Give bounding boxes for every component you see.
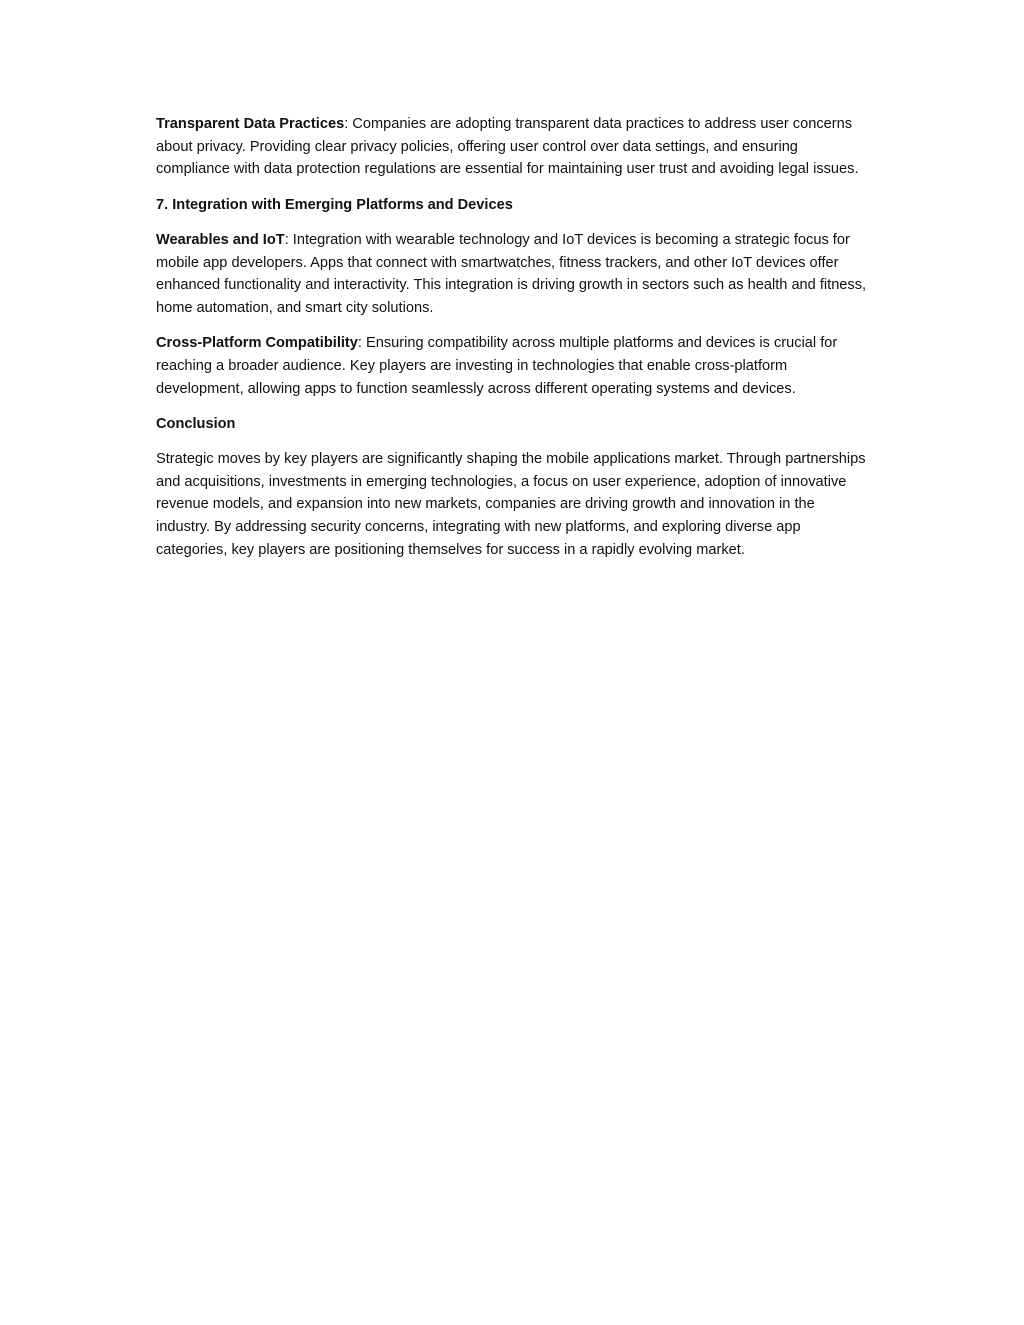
section-heading-conclusion: Conclusion	[156, 415, 236, 432]
paragraph-body: : Companies are adopting transparent data practices to address user concerns about privacy. Providing clear privacy policies, offering user control over data settings, and ensuring compliance with data protection regulations are essential for maintaining user trust and avoiding legal issues.	[156, 116, 859, 178]
paragraph-lead: Transparent Data Practices	[156, 116, 345, 132]
section-heading-integration: 7. Integration with Emerging Platforms and Devices	[156, 196, 513, 213]
paragraph-conclusion	[156, 448, 872, 562]
paragraph-transparent-data-practices	[156, 113, 872, 181]
paragraph-body: Strategic moves by key players are significantly shaping the mobile applications market. Through partnerships and acquisitions, investments in emerging technologies, a focus on user experience, adoption of innovative revenue models, and expansion into new markets, companies are driving growth and innovation in the industry. By addressing security concerns, integrating with new platforms, and exploring diverse app categories, key players are positioning themselves for success in a rapidly evolving market.	[156, 450, 866, 558]
paragraph-wearables-and-iot	[156, 229, 872, 320]
document-page	[156, 113, 872, 574]
paragraph-lead: Wearables and IoT	[156, 231, 285, 248]
paragraph-body: : Integration with wearable technology and IoT devices is becoming a strategic focus for mobile app developers. Apps that connect with smartwatches, fitness trackers, and other IoT devices offer enhanced functionality and interactivity. This integration is driving growth in sectors such as health and fitness, home automation, and smart city solutions.	[156, 231, 867, 316]
paragraph-cross-platform-compatibility	[156, 332, 872, 400]
paragraph-body: : Ensuring compatibility across multiple platforms and devices is crucial for reaching a broader audience. Key players are investing in technologies that enable cross-platform development, allowing apps to function seamlessly across different operating systems and devices.	[156, 335, 838, 397]
paragraph-lead: Cross-Platform Compatibility	[156, 335, 358, 352]
